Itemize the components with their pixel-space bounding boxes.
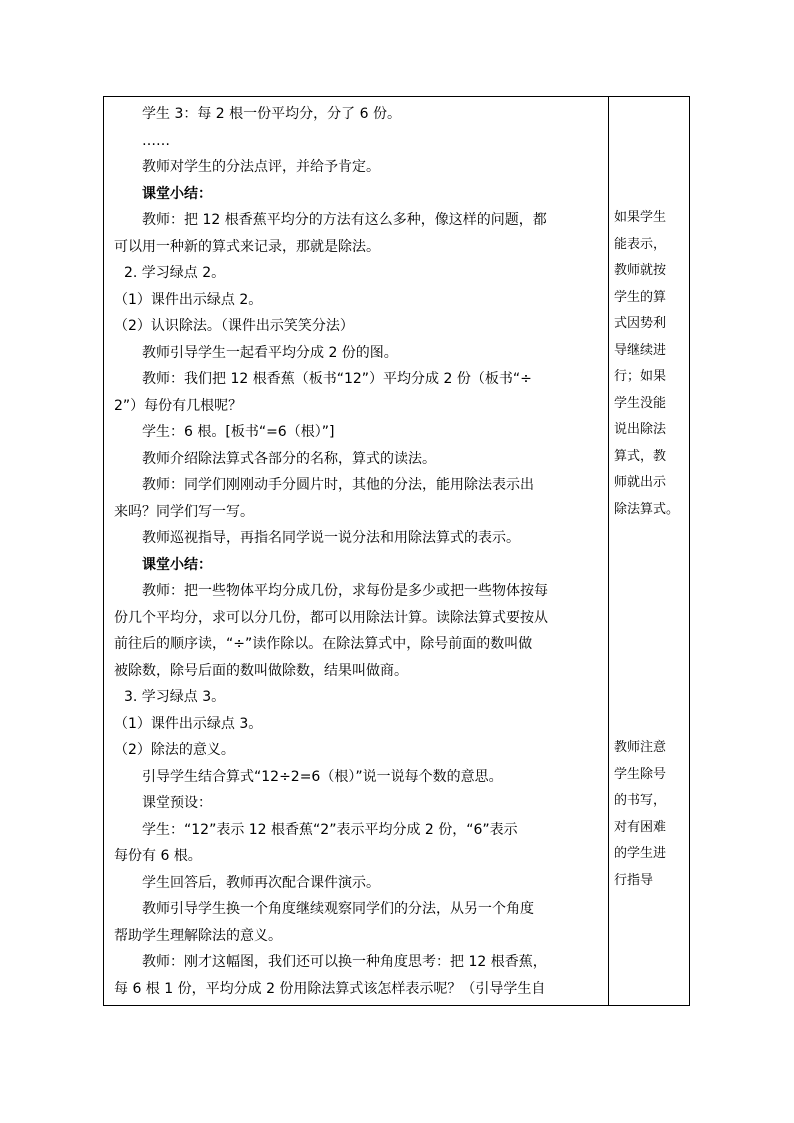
text-line: 可以用一种新的算式来记录，那就是除法。: [114, 238, 380, 255]
text-line: 课堂小结：: [142, 556, 212, 573]
text-line: ……: [142, 132, 170, 149]
column-divider: [608, 97, 609, 1005]
text-line: 每 6 根 1 份，平均分成 2 份用除法算式该怎样表示呢？（引导学生自: [114, 980, 546, 997]
side-note-line: 师就出示: [614, 475, 667, 490]
side-note-line: 学生没能: [614, 395, 667, 411]
side-note-line: 行指导: [614, 872, 654, 888]
text-line: 教师引导学生一起看平均分成 2 份的图。: [142, 344, 398, 361]
text-line: 课堂小结：: [142, 185, 212, 202]
text-line: 帮助学生理解除法的意义。: [114, 927, 282, 944]
text-line: 学生回答后，教师再次配合课件演示。: [142, 874, 380, 891]
side-note-division-sign: [614, 735, 688, 894]
side-note-line: 学生的算: [614, 289, 667, 305]
text-line: 3. 学习绿点 3。: [124, 689, 226, 705]
text-line: 学生：“12”表示 12 根香蕉“2”表示平均分成 2 份，“6”表示: [142, 821, 518, 838]
lesson-plan-table: [103, 96, 690, 1006]
text-line: 教师：我们把 12 根香蕉（板书“12”）平均分成 2 份（板书“÷: [142, 371, 532, 387]
text-line: 学生：6 根。[板书“=6（根）”]: [142, 424, 335, 440]
side-note-line: 导继续进: [614, 342, 667, 358]
text-line: 教师：同学们刚刚动手分圆片时，其他的分法，能用除法表示出: [142, 477, 534, 493]
text-line: （2）认识除法。（课件出示笑笑分法）: [114, 318, 354, 334]
side-note-line: 对有困难: [614, 819, 667, 835]
text-line: （1）课件出示绿点 3。: [114, 715, 263, 732]
text-line: 教师巡视指导，再指名同学说一说分法和用除法算式的表示。: [142, 530, 520, 546]
text-line: 份几个平均分，求可以分几份，都可以用除法计算。读除法算式要按从: [114, 609, 548, 626]
text-line: 学生 3：每 2 根一份平均分，分了 6 份。: [142, 106, 401, 122]
text-line: 课堂预设：: [142, 795, 212, 811]
side-note-line: 的书写，: [614, 793, 667, 808]
text-line: （2）除法的意义。: [114, 742, 235, 758]
text-line: 前往后的顺序读，“÷”读作除以。在除法算式中，除号前面的数叫做: [114, 636, 533, 652]
side-note-line: 行；如果: [614, 369, 667, 384]
side-note-line: 学生除号: [614, 766, 667, 782]
text-line: 来吗？同学们写一写。: [114, 503, 254, 520]
text-line: 2”）每份有几根呢？: [114, 397, 243, 414]
side-note-presentation: [614, 205, 688, 523]
side-note-line: 除法算式。: [614, 501, 680, 517]
side-note-line: 说出除法: [614, 422, 667, 437]
text-line: 被除数，除号后面的数叫做除数，结果叫做商。: [114, 662, 408, 679]
text-line: 教师对学生的分法点评，并给予肯定。: [142, 159, 380, 175]
side-note-line: 式因势利: [614, 316, 667, 331]
text-line: （1）课件出示绿点 2。: [114, 291, 263, 308]
side-note-line: 教师就按: [614, 263, 667, 278]
text-line: 教师：把一些物体平均分成几份，求每份是多少或把一些物体按每: [142, 583, 548, 599]
side-note-line: 如果学生: [614, 210, 667, 225]
text-line: 教师介绍除法算式各部分的名称，算式的读法。: [142, 450, 436, 467]
side-note-line: 能表示，: [614, 236, 667, 252]
text-line: 教师：把 12 根香蕉平均分的方法有这么多种，像这样的问题，都: [142, 212, 547, 228]
side-note-line: 算式，教: [614, 448, 667, 464]
side-note-line: 教师注意: [614, 740, 667, 755]
text-line: 教师引导学生换一个角度继续观察同学们的分法，从另一个角度: [142, 901, 534, 917]
text-line: 2. 学习绿点 2。: [124, 265, 226, 281]
text-line: 引导学生结合算式“12÷2=6（根）”说一说每个数的意思。: [142, 768, 503, 785]
side-note-line: 的学生进: [614, 846, 667, 861]
text-line: 教师：刚才这幅图，我们还可以换一种角度思考：把 12 根香蕉，: [142, 954, 547, 970]
teaching-process-column: [114, 101, 604, 1002]
text-line: 每份有 6 根。: [114, 848, 202, 864]
